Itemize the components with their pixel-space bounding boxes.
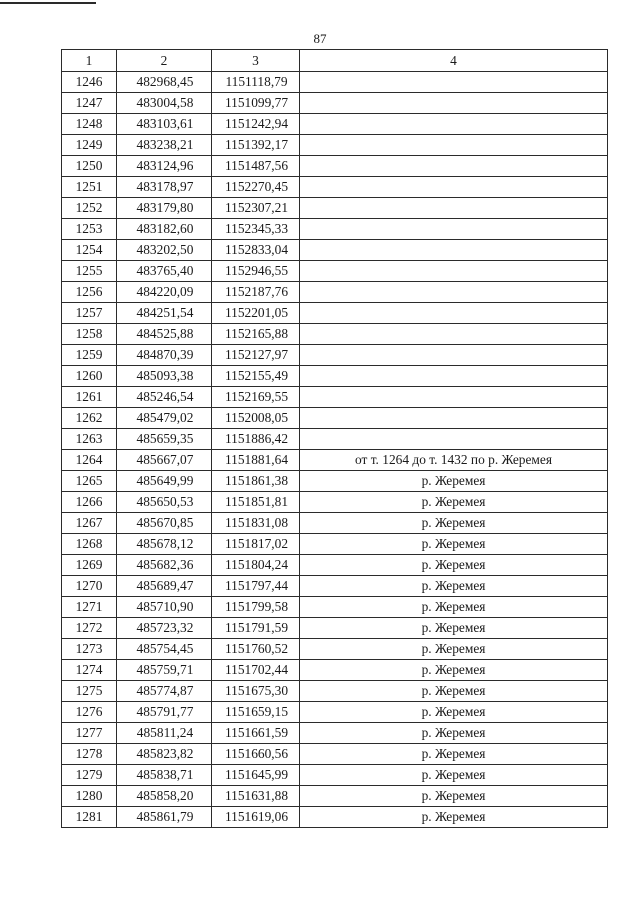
table-row: [62, 807, 608, 828]
cell-description: [300, 429, 608, 450]
cell-point-number: 1269: [62, 555, 117, 576]
cell-description: р. Жеремея: [300, 660, 608, 681]
cell-x-coordinate: 485723,32: [117, 618, 212, 639]
cell-y-coordinate: 1151817,02: [212, 534, 300, 555]
cell-x-coordinate: 484870,39: [117, 345, 212, 366]
cell-description: [300, 114, 608, 135]
cell-x-coordinate: 483765,40: [117, 261, 212, 282]
cell-point-number: 1281: [62, 807, 117, 828]
cell-x-coordinate: 483179,80: [117, 198, 212, 219]
table-row: [62, 282, 608, 303]
cell-x-coordinate: 485670,85: [117, 513, 212, 534]
cell-y-coordinate: 1152345,33: [212, 219, 300, 240]
table-header-row: [62, 50, 608, 72]
table-row: [62, 240, 608, 261]
cell-point-number: 1263: [62, 429, 117, 450]
table-row: [62, 324, 608, 345]
cell-point-number: 1262: [62, 408, 117, 429]
cell-y-coordinate: 1152155,49: [212, 366, 300, 387]
cell-x-coordinate: 485678,12: [117, 534, 212, 555]
cell-y-coordinate: 1152946,55: [212, 261, 300, 282]
cell-point-number: 1274: [62, 660, 117, 681]
cell-x-coordinate: 485759,71: [117, 660, 212, 681]
cell-x-coordinate: 484220,09: [117, 282, 212, 303]
cell-description: р. Жеремея: [300, 534, 608, 555]
cell-description: [300, 198, 608, 219]
cell-point-number: 1264: [62, 450, 117, 471]
cell-x-coordinate: 485689,47: [117, 576, 212, 597]
cell-y-coordinate: 1151804,24: [212, 555, 300, 576]
cell-description: [300, 366, 608, 387]
cell-x-coordinate: 484251,54: [117, 303, 212, 324]
table-row: [62, 93, 608, 114]
cell-y-coordinate: 1152165,88: [212, 324, 300, 345]
cell-description: [300, 261, 608, 282]
cell-y-coordinate: 1151631,88: [212, 786, 300, 807]
cell-x-coordinate: 483124,96: [117, 156, 212, 177]
cell-y-coordinate: 1152169,55: [212, 387, 300, 408]
cell-point-number: 1246: [62, 72, 117, 93]
table-row: [62, 534, 608, 555]
cell-description: [300, 72, 608, 93]
cell-x-coordinate: 485682,36: [117, 555, 212, 576]
cell-x-coordinate: 485838,71: [117, 765, 212, 786]
cell-x-coordinate: 485667,07: [117, 450, 212, 471]
cell-description: [300, 387, 608, 408]
cell-x-coordinate: 485774,87: [117, 681, 212, 702]
cell-point-number: 1260: [62, 366, 117, 387]
cell-y-coordinate: 1151099,77: [212, 93, 300, 114]
cell-description: р. Жеремея: [300, 513, 608, 534]
cell-point-number: 1280: [62, 786, 117, 807]
cell-description: [300, 135, 608, 156]
table-row: [62, 471, 608, 492]
table-row: [62, 72, 608, 93]
cell-description: [300, 240, 608, 261]
cell-point-number: 1276: [62, 702, 117, 723]
cell-y-coordinate: 1151242,94: [212, 114, 300, 135]
cell-point-number: 1256: [62, 282, 117, 303]
cell-y-coordinate: 1151702,44: [212, 660, 300, 681]
cell-point-number: 1265: [62, 471, 117, 492]
table-row: [62, 366, 608, 387]
cell-x-coordinate: 485479,02: [117, 408, 212, 429]
cell-x-coordinate: 483103,61: [117, 114, 212, 135]
cell-point-number: 1267: [62, 513, 117, 534]
cell-x-coordinate: 483182,60: [117, 219, 212, 240]
cell-x-coordinate: 485093,38: [117, 366, 212, 387]
cell-y-coordinate: 1152127,97: [212, 345, 300, 366]
cell-y-coordinate: 1152833,04: [212, 240, 300, 261]
table-row: [62, 429, 608, 450]
table-row: [62, 744, 608, 765]
cell-y-coordinate: 1151392,17: [212, 135, 300, 156]
cell-description: [300, 177, 608, 198]
table-row: [62, 765, 608, 786]
cell-y-coordinate: 1151661,59: [212, 723, 300, 744]
cell-y-coordinate: 1152008,05: [212, 408, 300, 429]
cell-y-coordinate: 1151881,64: [212, 450, 300, 471]
cell-description: р. Жеремея: [300, 702, 608, 723]
cell-description: [300, 93, 608, 114]
table-row: [62, 492, 608, 513]
table-row: [62, 597, 608, 618]
cell-y-coordinate: 1151675,30: [212, 681, 300, 702]
page-number: 87: [313, 31, 327, 46]
cell-point-number: 1259: [62, 345, 117, 366]
cell-description: р. Жеремея: [300, 723, 608, 744]
cell-x-coordinate: 485246,54: [117, 387, 212, 408]
cell-x-coordinate: 485754,45: [117, 639, 212, 660]
cell-x-coordinate: 485861,79: [117, 807, 212, 828]
cell-description: р. Жеремея: [300, 618, 608, 639]
cell-point-number: 1249: [62, 135, 117, 156]
column-header-x-coordinate: 2: [117, 50, 212, 72]
cell-description: [300, 219, 608, 240]
cell-y-coordinate: 1151799,58: [212, 597, 300, 618]
cell-description: [300, 408, 608, 429]
cell-description: р. Жеремея: [300, 471, 608, 492]
table-row: [62, 198, 608, 219]
table-row: [62, 618, 608, 639]
table-row: [62, 156, 608, 177]
cell-y-coordinate: 1151886,42: [212, 429, 300, 450]
cell-description: р. Жеремея: [300, 597, 608, 618]
table-row: [62, 408, 608, 429]
table-row: [62, 639, 608, 660]
cell-x-coordinate: 482968,45: [117, 72, 212, 93]
column-header-description: 4: [300, 50, 608, 72]
cell-point-number: 1279: [62, 765, 117, 786]
table-row: [62, 345, 608, 366]
cell-point-number: 1261: [62, 387, 117, 408]
cell-x-coordinate: 483238,21: [117, 135, 212, 156]
cell-point-number: 1254: [62, 240, 117, 261]
column-header-y-coordinate: 3: [212, 50, 300, 72]
cell-point-number: 1272: [62, 618, 117, 639]
cell-description: р. Жеремея: [300, 576, 608, 597]
column-header-point-number: 1: [62, 50, 117, 72]
cell-y-coordinate: 1152187,76: [212, 282, 300, 303]
cell-description: р. Жеремея: [300, 786, 608, 807]
cell-y-coordinate: 1152201,05: [212, 303, 300, 324]
cell-description: р. Жеремея: [300, 744, 608, 765]
table-row: [62, 219, 608, 240]
cell-x-coordinate: 483004,58: [117, 93, 212, 114]
cell-description: р. Жеремея: [300, 492, 608, 513]
cell-point-number: 1278: [62, 744, 117, 765]
cell-x-coordinate: 485659,35: [117, 429, 212, 450]
cell-description: [300, 324, 608, 345]
cell-y-coordinate: 1151487,56: [212, 156, 300, 177]
cell-x-coordinate: 485650,53: [117, 492, 212, 513]
cell-description: [300, 345, 608, 366]
cell-point-number: 1266: [62, 492, 117, 513]
cell-description: р. Жеремея: [300, 765, 608, 786]
cell-y-coordinate: 1151660,56: [212, 744, 300, 765]
table-row: [62, 723, 608, 744]
cell-y-coordinate: 1151619,06: [212, 807, 300, 828]
cell-x-coordinate: 485710,90: [117, 597, 212, 618]
cell-y-coordinate: 1151831,08: [212, 513, 300, 534]
cell-y-coordinate: 1151791,59: [212, 618, 300, 639]
cell-description: [300, 282, 608, 303]
cell-point-number: 1271: [62, 597, 117, 618]
table-row: [62, 702, 608, 723]
table-row: [62, 114, 608, 135]
coordinates-table: [61, 49, 608, 828]
scan-corner-mark: [0, 2, 96, 4]
cell-point-number: 1273: [62, 639, 117, 660]
table-row: [62, 660, 608, 681]
cell-y-coordinate: 1151645,99: [212, 765, 300, 786]
table-row: [62, 681, 608, 702]
cell-description: р. Жеремея: [300, 681, 608, 702]
table-row: [62, 387, 608, 408]
cell-point-number: 1251: [62, 177, 117, 198]
cell-point-number: 1268: [62, 534, 117, 555]
cell-point-number: 1253: [62, 219, 117, 240]
table-row: [62, 786, 608, 807]
cell-x-coordinate: 484525,88: [117, 324, 212, 345]
table-row: [62, 261, 608, 282]
cell-point-number: 1248: [62, 114, 117, 135]
cell-description: от т. 1264 до т. 1432 по р. Жеремея: [300, 450, 608, 471]
cell-y-coordinate: 1151118,79: [212, 72, 300, 93]
cell-x-coordinate: 483202,50: [117, 240, 212, 261]
cell-point-number: 1277: [62, 723, 117, 744]
cell-y-coordinate: 1151760,52: [212, 639, 300, 660]
cell-point-number: 1250: [62, 156, 117, 177]
cell-point-number: 1275: [62, 681, 117, 702]
cell-x-coordinate: 485791,77: [117, 702, 212, 723]
table-row: [62, 135, 608, 156]
cell-y-coordinate: 1151659,15: [212, 702, 300, 723]
cell-y-coordinate: 1151861,38: [212, 471, 300, 492]
cell-x-coordinate: 483178,97: [117, 177, 212, 198]
table-row: [62, 513, 608, 534]
table-body: [62, 72, 608, 828]
cell-point-number: 1252: [62, 198, 117, 219]
cell-description: [300, 156, 608, 177]
cell-description: р. Жеремея: [300, 639, 608, 660]
table-row: [62, 177, 608, 198]
cell-x-coordinate: 485649,99: [117, 471, 212, 492]
cell-point-number: 1247: [62, 93, 117, 114]
cell-description: р. Жеремея: [300, 555, 608, 576]
cell-description: [300, 303, 608, 324]
table-row: [62, 576, 608, 597]
cell-y-coordinate: 1152307,21: [212, 198, 300, 219]
cell-y-coordinate: 1152270,45: [212, 177, 300, 198]
cell-point-number: 1258: [62, 324, 117, 345]
table-row: [62, 450, 608, 471]
cell-y-coordinate: 1151851,81: [212, 492, 300, 513]
cell-point-number: 1270: [62, 576, 117, 597]
cell-x-coordinate: 485811,24: [117, 723, 212, 744]
table-row: [62, 303, 608, 324]
cell-x-coordinate: 485823,82: [117, 744, 212, 765]
cell-point-number: 1255: [62, 261, 117, 282]
cell-y-coordinate: 1151797,44: [212, 576, 300, 597]
table-row: [62, 555, 608, 576]
cell-point-number: 1257: [62, 303, 117, 324]
cell-x-coordinate: 485858,20: [117, 786, 212, 807]
cell-description: р. Жеремея: [300, 807, 608, 828]
